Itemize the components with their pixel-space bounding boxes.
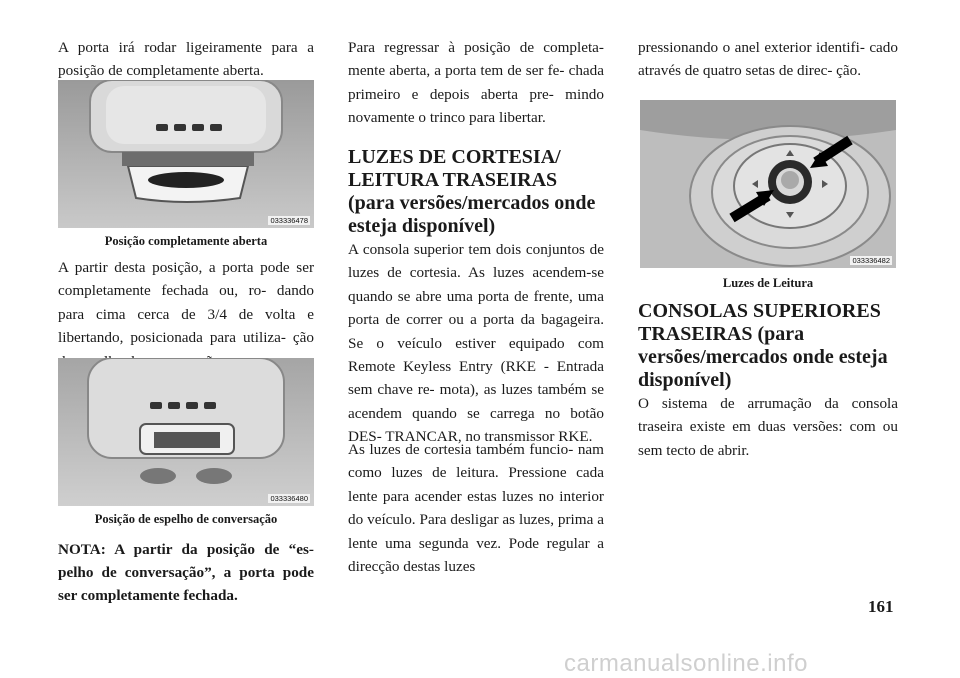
figure-conversation-mirror: [58, 358, 314, 506]
reading-lights-illustration: [640, 100, 896, 268]
page-number: 161: [868, 597, 894, 616]
figure-code: 033336478: [270, 216, 308, 225]
col2-paragraph-2: A consola superior tem dois conjuntos de luzes de cortesia. As luzes acendem-se quando se abre uma porta de frente, uma porta de correr ou a porta da bagageira. Se o veículo estiver equipado com Remote Keyless Entry (RKE - Entrada sem chave re- mota), as luzes também se acendem quando se carrega no botão DES- TRANCAR, no transmissor RKE.: [348, 241, 604, 446]
watermark-text: carmanualsonline.info: [564, 650, 808, 677]
figure-reading-lights: [640, 100, 896, 268]
section-heading-rear-overhead-consoles: CONSOLAS SUPERIORES TRASEIRAS (para versões/mercados onde esteja disponível): [638, 300, 888, 391]
col2-paragraph-1: Para regressar à posição de completa- mente aberta, a porta tem de ser fe- chada primeiro e depois aberta pre- mindo novamente o trinco para libertar.: [348, 39, 604, 127]
col1-paragraph-2: A partir desta posição, a porta pode ser completamente fechada ou, ro- dando para cima cerca de 3/4 de volta e libertando, posicionada para utiliza- ção: [58, 259, 314, 347]
console-open-illustration: [58, 80, 314, 228]
section-heading-courtesy-lights: LUZES DE CORTESIA/ LEITURA TRASEIRAS (para versões/mercados onde esteja disponível): [348, 146, 596, 237]
note-paragraph: NOTA: A partir da posição de “es- pelho de conversação”, a porta pode ser completamente fechada.: [58, 541, 314, 604]
conversation-mirror-illustration: [58, 358, 314, 506]
figure-caption-1: Posição completamente aberta: [104, 234, 268, 248]
col1-paragraph-1: A porta irá rodar ligeiramente para a posição de completamente aberta.: [58, 39, 314, 80]
col3-paragraph-2: O sistema de arrumação da consola traseira existe em duas versões: com ou sem tecto de abrir.: [638, 395, 898, 459]
figure-caption-2: Posição de espelho de conversação: [94, 512, 278, 526]
figure-code: 033336480: [270, 494, 308, 503]
figure-caption-3: Luzes de Leitura: [722, 276, 814, 290]
col2-paragraph-3: As luzes de cortesia também funcio- nam como luzes de leitura. Pressione cada lente para acender estas luzes no interior do veículo. Para desligar as luzes, prima a lente uma segunda vez. Pode regular a direcção destas luzes: [348, 441, 604, 576]
col3-paragraph-1: pressionando o anel exterior identifi- cado através de quatro setas de direc- ção.: [638, 39, 898, 80]
figure-code: 033336482: [852, 256, 890, 265]
figure-console-fully-open: [58, 80, 314, 228]
